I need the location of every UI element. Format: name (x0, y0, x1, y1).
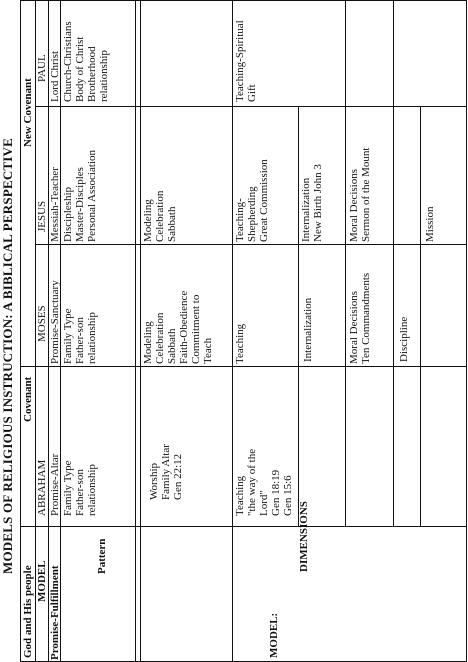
teaching-paul: Teaching-Spiritual Gift (234, 20, 258, 102)
promise-abraham: Promise-Altar (49, 453, 61, 516)
god-and-people-label: God and His people (22, 565, 34, 658)
pattern-moses: Family Type Father-son relationship (62, 308, 98, 364)
rule (420, 107, 421, 527)
model-dimensions-label: MODEL: (268, 612, 280, 658)
rule (140, 0, 141, 662)
rule (393, 0, 394, 527)
teaching-abraham: Teaching "the way of the Lord" Gen 18:19 Gen 15:6 (234, 448, 294, 516)
rule (20, 0, 21, 662)
discipline-moses: Discipline (398, 316, 410, 362)
rule (298, 107, 299, 527)
rule (345, 0, 346, 527)
teaching-moses: Teaching (234, 323, 246, 364)
covenant-label: Covenant (22, 376, 34, 422)
mission-jesus: Mission (424, 206, 436, 242)
moral-moses: Moral Decisions Ten Commandments (348, 272, 372, 364)
dimensions-label: DIMENSIONS (298, 501, 310, 572)
rule (35, 106, 466, 107)
abraham-column-header: ABRAHAM (36, 459, 48, 516)
model-column-header: MODEL (36, 560, 48, 602)
rule (135, 0, 136, 662)
promise-jesus: Messiah-Teacher (49, 167, 61, 242)
rule (232, 0, 233, 662)
jesus-column-header: JESUS (36, 200, 48, 232)
worship-abraham: Worship Family Altar Gen 22:12 (148, 444, 184, 500)
new-covenant-label: New Covenant (22, 78, 34, 147)
rule (466, 0, 467, 662)
modeling-moses: Modeling Celebration Sabbath Faith-Obedience Commitment to Teach (142, 290, 214, 364)
pattern-jesus: Discipleship Master-Disciples Personal Association (62, 150, 98, 242)
moses-column-header: MOSES (36, 305, 48, 342)
promise-row-label: Promise-Fulfillment (49, 565, 61, 660)
page-title: MODELS OF RELIGIOUS INSTRUCTION: A BIBLICAL PERSPECTIVE (0, 137, 15, 574)
rule (35, 244, 466, 245)
internalization-jesus: Internalization New Birth John 3 (300, 164, 324, 242)
teaching-jesus: Teaching- Shepherding Great Commission (234, 159, 270, 242)
modeling-jesus: Modeling Celebration Sabbath (142, 190, 178, 242)
rule (20, 0, 466, 1)
pattern-abraham: Family Type Father-son relationship (62, 460, 98, 516)
internalization-moses: Internalization (302, 297, 314, 362)
moral-jesus: Moral Decisions Sermon of the Mount (348, 147, 372, 242)
pattern-row-label: Pattern (96, 538, 108, 574)
rule (20, 366, 466, 367)
paul-column-header: PAUL (36, 54, 48, 82)
promise-moses: Promise-Sanctuary (49, 280, 61, 364)
pattern-paul: Church-Christians Body of Christ Brotherhood relationship (62, 21, 110, 102)
rule (20, 526, 466, 527)
promise-paul: Lord Christ (49, 50, 61, 102)
